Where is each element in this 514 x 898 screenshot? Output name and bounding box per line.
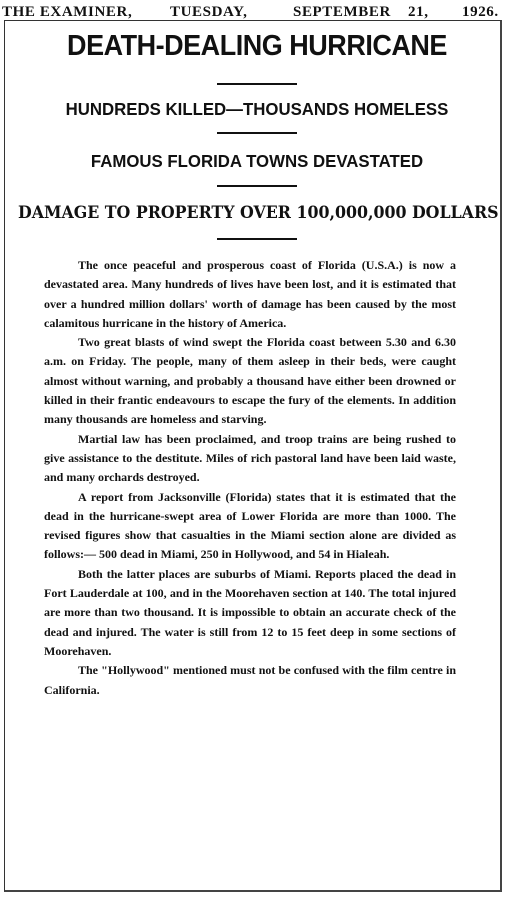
masthead-year: 1926. (462, 4, 499, 20)
headline-rule (217, 83, 297, 85)
masthead-day: TUESDAY, (170, 4, 248, 20)
article-paragraph: A report from Jacksonville (Florida) states that it is estimated that the dead in the hurricane-swept area of Lower Florida are more than 1000. The revised figures show that casualties in the Miami section alone are divided as follows:— 500 dead in Miami, 250 in Hollywood, and 54 in Hialeah. (44, 489, 456, 562)
masthead-date: 21, (408, 4, 429, 20)
headline-rule (217, 185, 297, 187)
article-body (44, 256, 456, 700)
article-paragraph: Two great blasts of wind swept the Florida coast between 5.30 and 6.30 a.m. on Friday. The people, many of them asleep in their beds, were caught almost without warning, and probably a thousand have either been drowned or killed in their frantic endeavours to escape the fury of the elements. In addition many thousands are homeless and starving. (44, 335, 456, 427)
article-paragraph: Martial law has been proclaimed, and troop trains are being rushed to give assistance to the destitute. Miles of rich pastoral land have been laid waste, and many orchards destroyed. (44, 431, 456, 485)
headline-rule (217, 132, 297, 134)
headline-main: DEATH-DEALING HURRICANE (67, 30, 447, 62)
article-paragraph: The once peaceful and prosperous coast of Florida (U.S.A.) is now a devastated area. Many hundreds of lives have been lost, and it is estimated that over a hundred million dollars' worth of damage has been caused by the most calamitous hurricane in the history of America. (44, 258, 456, 330)
masthead-month: SEPTEMBER (293, 4, 391, 20)
masthead-paper-name: THE EXAMINER, (2, 4, 133, 20)
article-paragraph: Both the latter places are suburbs of Miami. Reports placed the dead in Fort Lauderdale at 100, and in the Moorehaven section at 140. The total injured are more than two thousand. It is impossible to obtain an accurate check of the dead and injured. The water is still from 12 to 15 feet deep in some sections of Moorehaven. (44, 566, 456, 658)
headline-sub-damage: DAMAGE TO PROPERTY OVER 100,000,000 DOLLARS (17, 203, 499, 223)
headline-sub-towns: FAMOUS FLORIDA TOWNS DEVASTATED (90, 151, 424, 171)
headline-sub-killed: HUNDREDS KILLED—THOUSANDS HOMELESS (65, 99, 449, 119)
article-paragraph: The "Hollywood" mentioned must not be confused with the film centre in California. (44, 663, 456, 697)
headline-rule (217, 238, 297, 240)
